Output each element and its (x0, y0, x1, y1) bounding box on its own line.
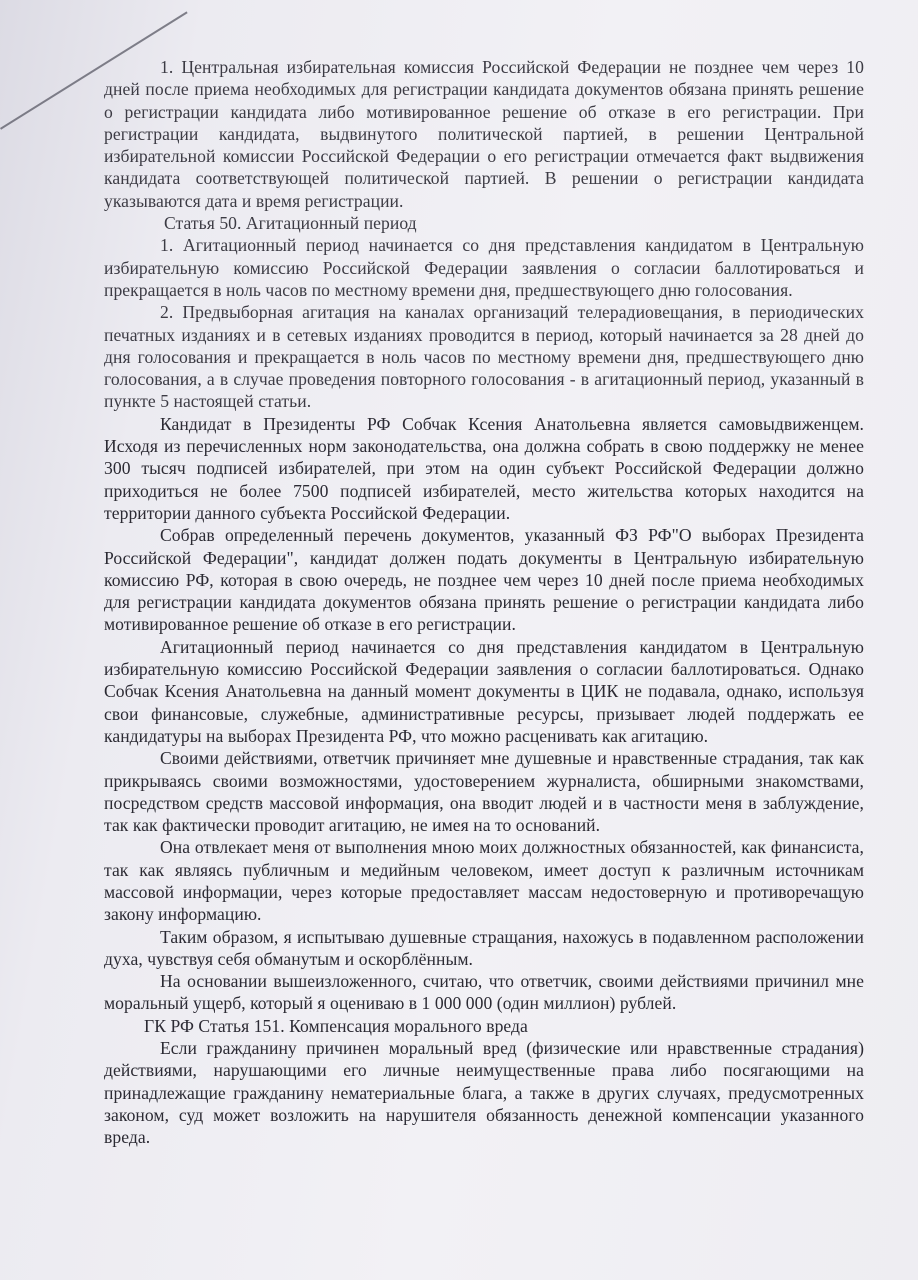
document-body (104, 56, 864, 1149)
paragraph-conclusion: Таким образом, я испытываю душевные стращания, нахожусь в подавленном расположении духа, чувствуя себя обманутым и оскорблённым. (104, 926, 864, 969)
article-50-heading: Статья 50. Агитационный период (164, 213, 417, 234)
paragraph-moral-suffering: Своими действиями, ответчик причиняет мне душевные и нравственные страдания, так как прикрываясь своими возможностями, удостоверением журналиста, обширными знакомствами, посредством средств массовой информация, она вводит людей и в частности меня в заблуждение, так как фактически проводит агитацию, не имея на то оснований. (104, 748, 864, 836)
paragraph-damage-claim: На основании вышеизложенного, считаю, что ответчик, своими действиями причинил мне моральный ущерб, который я оцениваю в 1 000 000 (один миллион) рублей. (104, 971, 864, 1014)
paragraph-agitation-period-1: 1. Агитационный период начинается со дня представления кандидатом в Центральную избирательную комиссию Российской Федерации заявления о согласии баллотироваться и прекращается в ноль часов по местному времени дня, предшествующего дню голосования. (104, 235, 864, 300)
paragraph-documents-submission: Собрав определенный перечень документов, указанный ФЗ РФ"О выборах Президента Российской Федерации", кандидат должен подать документы в Центральную избирательную комиссию РФ, которая в свою очередь, не позднее чем через 10 дней после приема необходимых для регистрации кандидата документов обязана принять решение о регистрации кандидата либо мотивированное решение об отказе в его регистрации. (104, 525, 864, 635)
paragraph-agitation-assessment: Агитационный период начинается со дня представления кандидатом в Центральную избирательную комиссию Российской Федерации заявления о согласии баллотироваться. Однако Собчак Ксения Анатольевна на данный момент документы в ЦИК не подавала, однако, используя свои финансовые, служебные, административные ресурсы, призывает людей поддержать ее кандидатуры на выборах Президента РФ, что можно расценивать как агитацию. (104, 636, 864, 746)
paragraph-distraction: Она отвлекает меня от выполнения мною моих должностных обязанностей, как финансиста, так как являясь публичным и медийным человеком, имеет доступ к различным источникам массовой информации, через которые предоставляет массам недостоверную и противоречащую закону информацию. (104, 837, 864, 925)
paragraph-candidate-self-nominee: Кандидат в Президенты РФ Собчак Ксения Анатольевна является самовыдвиженцем. Исходя из перечисленных норм законодательства, она должна собрать в свою поддержку не менее 300 тысяч подписей избирателей, при этом на один субъект Российской Федерации должно приходиться не более 7500 подписей избирателей, место жительства которых находится на территории данного субъекта Российской Федерации. (104, 413, 864, 523)
paragraph-gk-article-151-text: Если гражданину причинен моральный вред (физические или нравственные страдания) действиями, нарушающими его личные неимущественные права либо посягающими на принадлежащие гражданину нематериальные блага, а также в других случаях, предусмотренных законом, суд может возложить на нарушителя обязанность денежной компенсации указанного вреда. (104, 1038, 864, 1148)
paragraph-registration-decision: 1. Центральная избирательная комиссия Российской Федерации не позднее чем через 10 дней после приема необходимых для регистрации кандидата документов обязана принять решение о регистрации кандидата либо мотивированное решение об отказе в его регистрации. При регистрации кандидата, выдвинутого политической партией, в решении Центральной избирательной комиссии Российской Федерации о его регистрации отмечается факт выдвижения кандидата соответствующей политической партией. В решении о регистрации кандидата указываются дата и время регистрации. (104, 57, 864, 211)
paragraph-agitation-period-2: 2. Предвыборная агитация на каналах организаций телерадиовещания, в периодических печатных изданиях и в сетевых изданиях проводится в период, который начинается за 28 дней до дня голосования и прекращается в ноль часов по местному времени дня, предшествующего дню голосования, а в случае проведения повторного голосования - в агитационный период, указанный в пункте 5 настоящей статьи. (104, 302, 864, 412)
gk-article-151-heading: ГК РФ Статья 151. Компенсация морального вреда (144, 1015, 528, 1036)
